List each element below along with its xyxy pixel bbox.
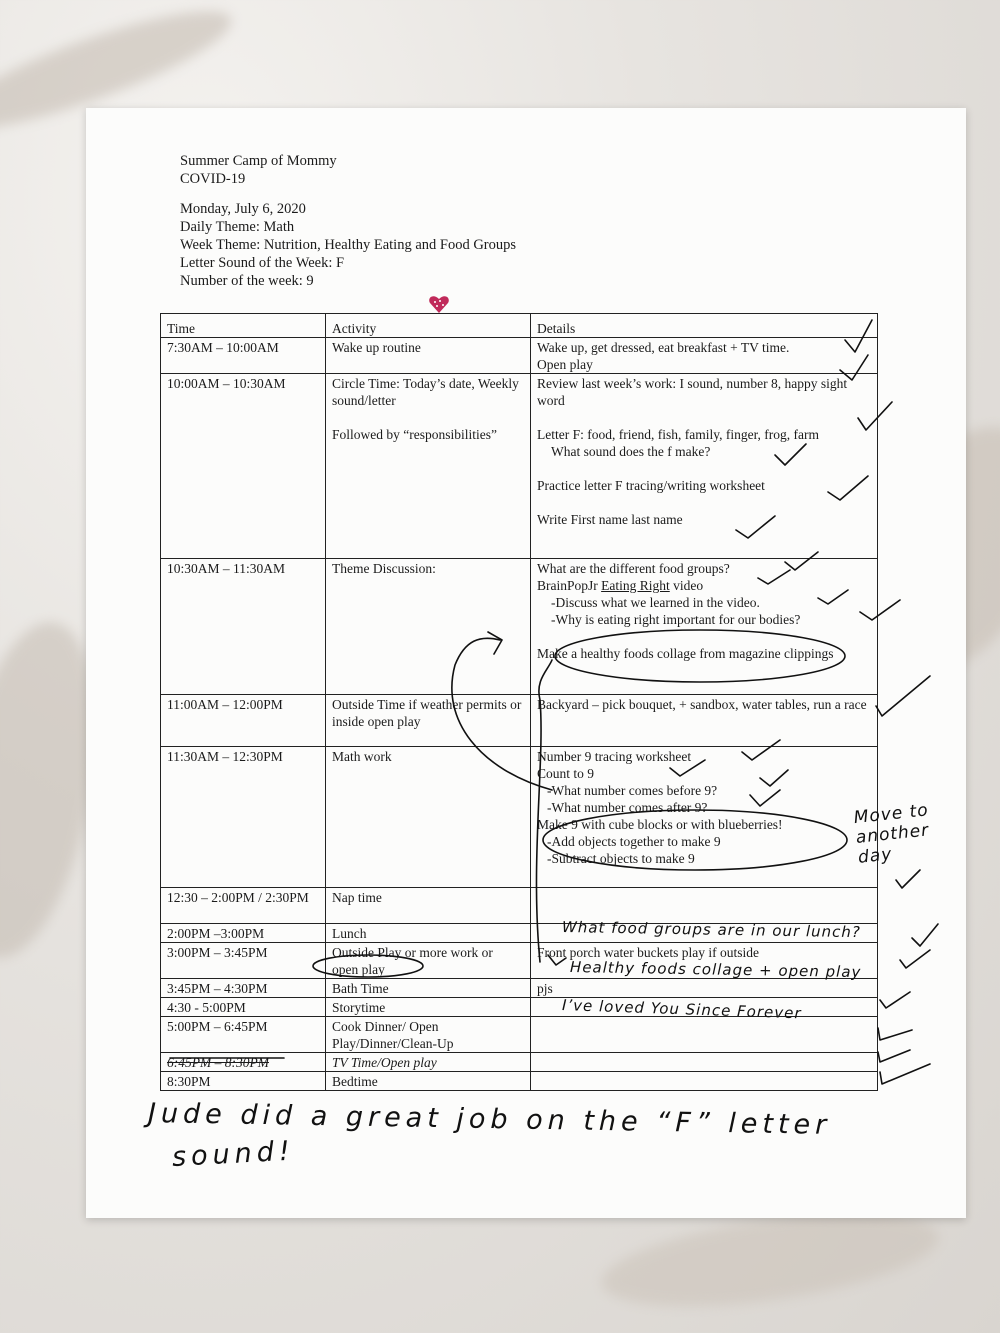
details-cell (531, 1053, 878, 1072)
detail-line: Review last week’s work: I sound, number 8, happy sight word (537, 376, 848, 408)
activity-cell: TV Time/Open play (326, 1053, 531, 1072)
detail-line: -What number comes before 9? (547, 783, 718, 798)
handwritten-bottom-note-cont: sound! (171, 1135, 296, 1173)
table-header-row (161, 314, 878, 338)
time-cell: 3:00PM – 3:45PM (161, 943, 326, 979)
activity-line: Outside Play or more work or (332, 945, 493, 960)
activity-cell: Bath Time (326, 979, 531, 998)
details-cell (531, 559, 878, 695)
detail-line: Open play (537, 357, 593, 372)
time-cell: 3:45PM – 4:30PM (161, 979, 326, 998)
details-cell: Backyard – pick bouquet, + sandbox, water tables, run a race (531, 695, 878, 747)
activity-cell: Nap time (326, 888, 531, 924)
table-row (161, 1072, 878, 1091)
details-cell (531, 1072, 878, 1091)
activity-line: open play (332, 962, 385, 977)
time-cell: 5:00PM – 6:45PM (161, 1017, 326, 1053)
detail-line: -Why is eating right important for our bodies? (551, 612, 801, 627)
camp-title: Summer Camp of Mommy (180, 153, 337, 169)
time-cell: 8:30PM (161, 1072, 326, 1091)
detail-line: Count to 9 (537, 766, 595, 781)
activity-cell (326, 943, 531, 979)
details-cell (531, 338, 878, 374)
time-column-header: Time (161, 314, 326, 338)
table-row (161, 338, 878, 374)
details-cell (531, 374, 878, 559)
activity-line: Circle Time: Today’s date, Weekly sound/letter (332, 376, 519, 408)
detail-line: Practice letter F tracing/writing worksheet (537, 478, 765, 493)
table-row (161, 979, 878, 998)
table-row (161, 747, 878, 888)
details-cell: pjs (531, 979, 878, 998)
details-cell (531, 747, 878, 888)
heart-sticker-icon (428, 293, 450, 315)
handwritten-collage-note: Healthy foods collage + open play (569, 958, 862, 982)
table-row (161, 559, 878, 695)
activity-cell: Storytime (326, 998, 531, 1017)
handwritten-lunch-note: What food groups are in our lunch? (561, 918, 862, 942)
time-cell: 2:00PM –3:00PM (161, 924, 326, 943)
document-header (180, 152, 516, 290)
time-cell: 6:45PM – 8:30PM (161, 1053, 326, 1072)
activity-cell: Cook Dinner/ Open Play/Dinner/Clean-Up (326, 1017, 531, 1053)
detail-line: -Add objects together to make 9 (547, 834, 721, 849)
daily-theme: Daily Theme: Math (180, 219, 295, 235)
detail-line: Make 9 with cube blocks or with blueberries! (537, 817, 783, 832)
details-column-header: Details (531, 314, 878, 338)
table-row (161, 1053, 878, 1072)
activity-cell: Lunch (326, 924, 531, 943)
table-row (161, 888, 878, 924)
detail-line: What are the different food groups? (537, 561, 730, 576)
subtitle: COVID-19 (180, 171, 246, 187)
time-cell: 10:30AM – 11:30AM (161, 559, 326, 695)
detail-line: What sound does the f make? (551, 444, 711, 459)
table-row (161, 695, 878, 747)
handwritten-bottom-note: Jude did a great job on the “F” letter (147, 1098, 832, 1141)
activity-cell: Bedtime (326, 1072, 531, 1091)
handwritten-move-note: Move to another day (852, 800, 931, 868)
time-cell: 7:30AM – 10:00AM (161, 338, 326, 374)
table-row (161, 1017, 878, 1053)
letter-sound: Letter Sound of the Week: F (180, 255, 345, 271)
number-of-week: Number of the week: 9 (180, 273, 314, 289)
activity-cell: Wake up routine (326, 338, 531, 374)
table-row (161, 374, 878, 559)
activity-column-header: Activity (326, 314, 531, 338)
time-cell: 11:30AM – 12:30PM (161, 747, 326, 888)
time-cell: 12:30 – 2:00PM / 2:30PM (161, 888, 326, 924)
detail-line: Wake up, get dressed, eat breakfast + TV time. (537, 340, 790, 355)
activity-cell: Outside Time if weather permits or inside open play (326, 695, 531, 747)
time-cell: 11:00AM – 12:00PM (161, 695, 326, 747)
detail-line: -Subtract objects to make 9 (547, 851, 695, 866)
date-line: Monday, July 6, 2020 (180, 201, 306, 217)
video-link: Eating Right (601, 578, 670, 593)
activity-cell: Theme Discussion: (326, 559, 531, 695)
detail-line: -What number comes after 9? (547, 800, 708, 815)
detail-line: Make a healthy foods collage from magazine clippings (537, 646, 834, 661)
time-cell: 10:00AM – 10:30AM (161, 374, 326, 559)
detail-line: Number 9 tracing worksheet (537, 749, 692, 764)
detail-line: BrainPopJr Eating Right video (537, 578, 704, 593)
activity-cell (326, 374, 531, 559)
week-theme: Week Theme: Nutrition, Healthy Eating and Food Groups (180, 237, 517, 253)
detail-line: Write First name last name (537, 512, 683, 527)
activity-line: Followed by “responsibilities” (332, 427, 497, 442)
details-cell (531, 1017, 878, 1053)
detail-line: -Discuss what we learned in the video. (551, 595, 760, 610)
details-cell: Front porch water buckets play if outside (531, 943, 878, 979)
handwritten-story-note: I’ve loved You Since Forever (561, 996, 802, 1023)
detail-line: Letter F: food, friend, fish, family, finger, frog, farm (537, 427, 819, 442)
activity-cell: Math work (326, 747, 531, 888)
time-cell: 4:30 - 5:00PM (161, 998, 326, 1017)
